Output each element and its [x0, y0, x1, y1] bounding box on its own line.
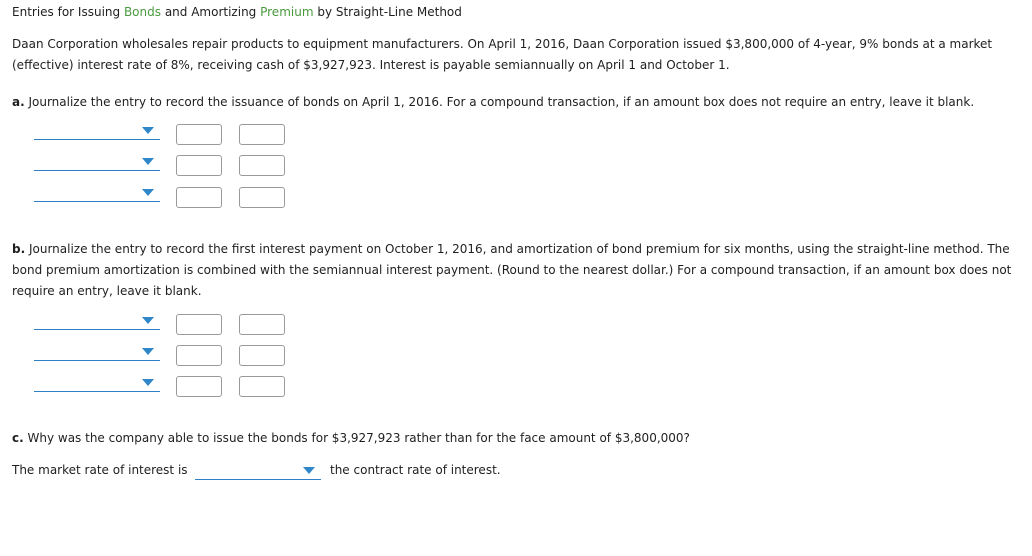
account-dropdown-b1[interactable]	[34, 311, 160, 330]
problem-intro: Daan Corporation wholesales repair products to equipment manufacturers. On April 1, 2016, Daan Corporation issued $3,800,000 of 4-year, 9% bonds at a market (effective) interest rate of 8%, receiving cash of $3,927,923. Interest is payable semiannually on April 1 and October 1.	[12, 37, 993, 72]
chevron-down-icon	[142, 379, 154, 386]
part-c-question	[12, 428, 1017, 449]
title-text-2: and Amortizing	[161, 5, 261, 19]
account-dropdown-b2[interactable]	[34, 342, 160, 361]
chevron-down-icon	[142, 317, 154, 324]
part-a-label: a.	[12, 95, 25, 109]
account-dropdown-a3[interactable]	[34, 183, 160, 202]
account-dropdown-a2[interactable]	[34, 152, 160, 171]
debit-input-b1[interactable]	[176, 314, 222, 335]
account-dropdown-b3[interactable]	[34, 373, 160, 392]
part-c-text: Why was the company able to issue the bonds for $3,927,923 rather than for the face amount of $3,800,000?	[23, 431, 690, 445]
premium-link[interactable]: Premium	[260, 5, 314, 19]
credit-input-b1[interactable]	[239, 314, 285, 335]
chevron-down-icon	[142, 189, 154, 196]
debit-input-a1[interactable]	[176, 124, 222, 145]
title-text-1: Entries for Issuing	[12, 5, 124, 19]
part-c-answer-prefix: The market rate of interest is	[12, 463, 188, 477]
debit-input-a2[interactable]	[176, 155, 222, 176]
part-b-text: Journalize the entry to record the first interest payment on October 1, 2016, and amortization of bond premium for six months, using the straight-line method. The bond premium amortization is combined with the semiannual interest payment. (Round to the nearest dollar.) For a compound transaction, if an amount box does not require an entry, leave it blank.	[12, 242, 1012, 298]
part-a-instructions	[12, 92, 1017, 113]
chevron-down-icon	[142, 127, 154, 134]
credit-input-a3[interactable]	[239, 187, 285, 208]
part-b-instructions	[12, 239, 1017, 302]
credit-input-a1[interactable]	[239, 124, 285, 145]
chevron-down-icon	[303, 467, 315, 474]
market-rate-comparison-dropdown[interactable]	[195, 461, 321, 480]
part-c-label: c.	[12, 431, 24, 445]
debit-input-a3[interactable]	[176, 187, 222, 208]
account-dropdown-a1[interactable]	[34, 121, 160, 140]
chevron-down-icon	[142, 348, 154, 355]
credit-input-a2[interactable]	[239, 155, 285, 176]
part-b-label: b.	[12, 242, 26, 256]
debit-input-b3[interactable]	[176, 376, 222, 397]
credit-input-b2[interactable]	[239, 345, 285, 366]
chevron-down-icon	[142, 158, 154, 165]
bonds-link[interactable]: Bonds	[123, 5, 162, 19]
debit-input-b2[interactable]	[176, 345, 222, 366]
page-title	[12, 5, 462, 19]
part-a-text: Journalize the entry to record the issuance of bonds on April 1, 2016. For a compound transaction, if an amount box does not require an entry, leave it blank.	[24, 95, 975, 109]
title-text-3: by Straight-Line Method	[313, 5, 462, 19]
credit-input-b3[interactable]	[239, 376, 285, 397]
part-c-answer-suffix: the contract rate of interest.	[330, 463, 501, 477]
